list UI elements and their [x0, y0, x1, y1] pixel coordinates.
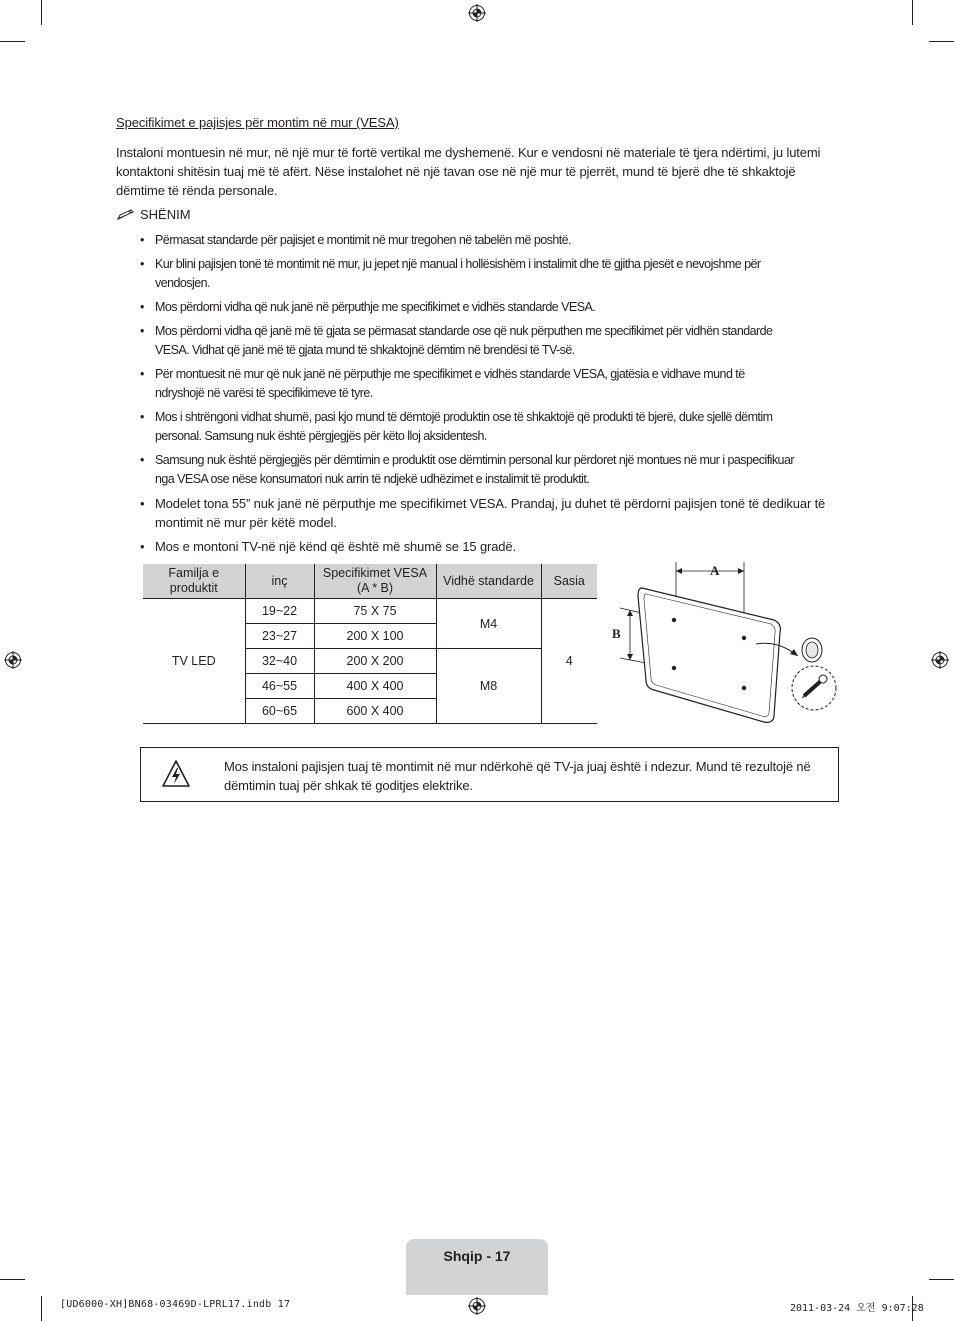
vesa-spec-table	[143, 564, 597, 724]
note-heading	[116, 207, 191, 222]
warning-box	[140, 747, 839, 802]
dimension-b-label: B	[612, 626, 621, 641]
registration-mark-icon	[4, 651, 22, 669]
page-number-label: Shqip - 17	[406, 1239, 548, 1295]
screw-cell: M8	[436, 649, 541, 724]
registration-mark-icon	[931, 651, 949, 669]
vesa-cell: 600 X 400	[314, 699, 436, 724]
crop-mark	[929, 41, 954, 42]
crop-mark	[0, 1279, 25, 1280]
registration-mark-icon	[468, 1297, 486, 1315]
vesa-mount-diagram	[606, 558, 844, 728]
list-item: • Kur blini pajisjen tonë të montimit në mur, ju jepet një manual i hollësishëm i instalimit dhe të gjitha pjesët e nevojshme për vendosjen.	[140, 255, 795, 293]
warning-text: Mos instaloni pajisjen tuaj të montimit në mur ndërkohë që TV-ja juaj është i ndezur. Mund të rezultojë në dëmtimin tuaj për shkak të goditjes elektrike.	[224, 759, 811, 793]
crop-mark	[0, 41, 25, 42]
table-row	[143, 599, 597, 624]
column-header: Sasia	[541, 564, 597, 599]
vesa-cell: 75 X 75	[314, 599, 436, 624]
column-header: inç	[245, 564, 314, 599]
section-title: Specifikimet e pajisjes për montim në mur (VESA)	[116, 115, 399, 130]
vesa-cell: 400 X 400	[314, 674, 436, 699]
list-item: • Përmasat standarde për pajisjet e montimit në mur tregohen në tabelën më poshtë.	[140, 231, 840, 250]
pencil-note-icon	[116, 209, 136, 221]
list-item: • Mos përdorni vidha që janë më të gjata se përmasat standarde ose që nuk përputhen me specifikimet për vidhën standarde VESA. Vidhat që janë më të gjata mund të shkaktojnë dëmtim në brendësi të TV-së.	[140, 322, 775, 360]
dimension-a-label: A	[710, 563, 720, 578]
footer-timestamp: 2011-03-24 오전 9:07:28	[790, 1303, 924, 1314]
list-item: • Për montuesit në mur që nuk janë në përputhje me specifikimet e vidhës standarde VESA, gjatësia e vidhave mund të ndryshojë në varësi të specifikimeve të tyre.	[140, 365, 795, 403]
inch-cell: 23~27	[245, 624, 314, 649]
product-family-cell: TV LED	[143, 599, 245, 724]
column-header: Specifikimet VESA (A * B)	[314, 564, 436, 599]
table-header-row	[143, 564, 597, 599]
registration-mark-icon	[468, 4, 486, 22]
note-list	[140, 231, 840, 561]
column-header: Vidhë standarde	[436, 564, 541, 599]
crop-mark	[41, 1296, 42, 1321]
electric-shock-warning-icon	[161, 759, 191, 789]
list-item: • Mos e montoni TV-në një kënd që është më shumë se 15 gradë.	[140, 537, 840, 556]
list-item: • Modelet tona 55” nuk janë në përputhje me specifikimet VESA. Prandaj, ju duhet të përdorni pajisjen tonë të dedikuar të montimit në mur për këtë model.	[140, 494, 840, 532]
vesa-cell: 200 X 100	[314, 624, 436, 649]
quantity-cell: 4	[541, 599, 597, 724]
list-item: • Mos i shtrëngoni vidhat shumë, pasi kjo mund të dëmtojë produktin ose të shkaktojë që produkti të bjerë, duke sjellë dëmtim personal. Samsung nuk është përgjegjës për këto lloj aksidentesh.	[140, 408, 795, 446]
crop-mark	[912, 0, 913, 25]
footer-file-info: [UD6000-XH]BN68-03469D-LPRL17.indb 17	[60, 1299, 291, 1310]
list-item: • Mos përdorni vidha që nuk janë në përputhje me specifikimet e vidhës standarde VESA.	[140, 298, 840, 317]
note-label: SHËNIM	[140, 207, 191, 222]
screw-cell: M4	[436, 599, 541, 649]
list-item: • Samsung nuk është përgjegjës për dëmtimin e produktit ose dëmtimin personal kur përdoret një montues në mur i paspecifikuar nga VESA ose nëse konsumatori nuk arrin të ndjekë udhëzimet e instalimit të produktit.	[140, 451, 795, 489]
inch-cell: 32~40	[245, 649, 314, 674]
crop-mark	[929, 1279, 954, 1280]
vesa-cell: 200 X 200	[314, 649, 436, 674]
inch-cell: 46~55	[245, 674, 314, 699]
column-header: Familja e produktit	[143, 564, 245, 599]
intro-paragraph: Instaloni montuesin në mur, në një mur të fortë vertikal me dyshemenë. Kur e vendosni në materiale të tjera ndërtimi, ju lutemi kontaktoni shitësin tuaj më të afërt. Nëse instalohet në një tavan ose në një mur të pjerrët, mund të bjerë dhe të shkaktojë dëmtime të rënda personale.	[116, 145, 821, 198]
crop-mark	[41, 0, 42, 25]
inch-cell: 19~22	[245, 599, 314, 624]
inch-cell: 60~65	[245, 699, 314, 724]
